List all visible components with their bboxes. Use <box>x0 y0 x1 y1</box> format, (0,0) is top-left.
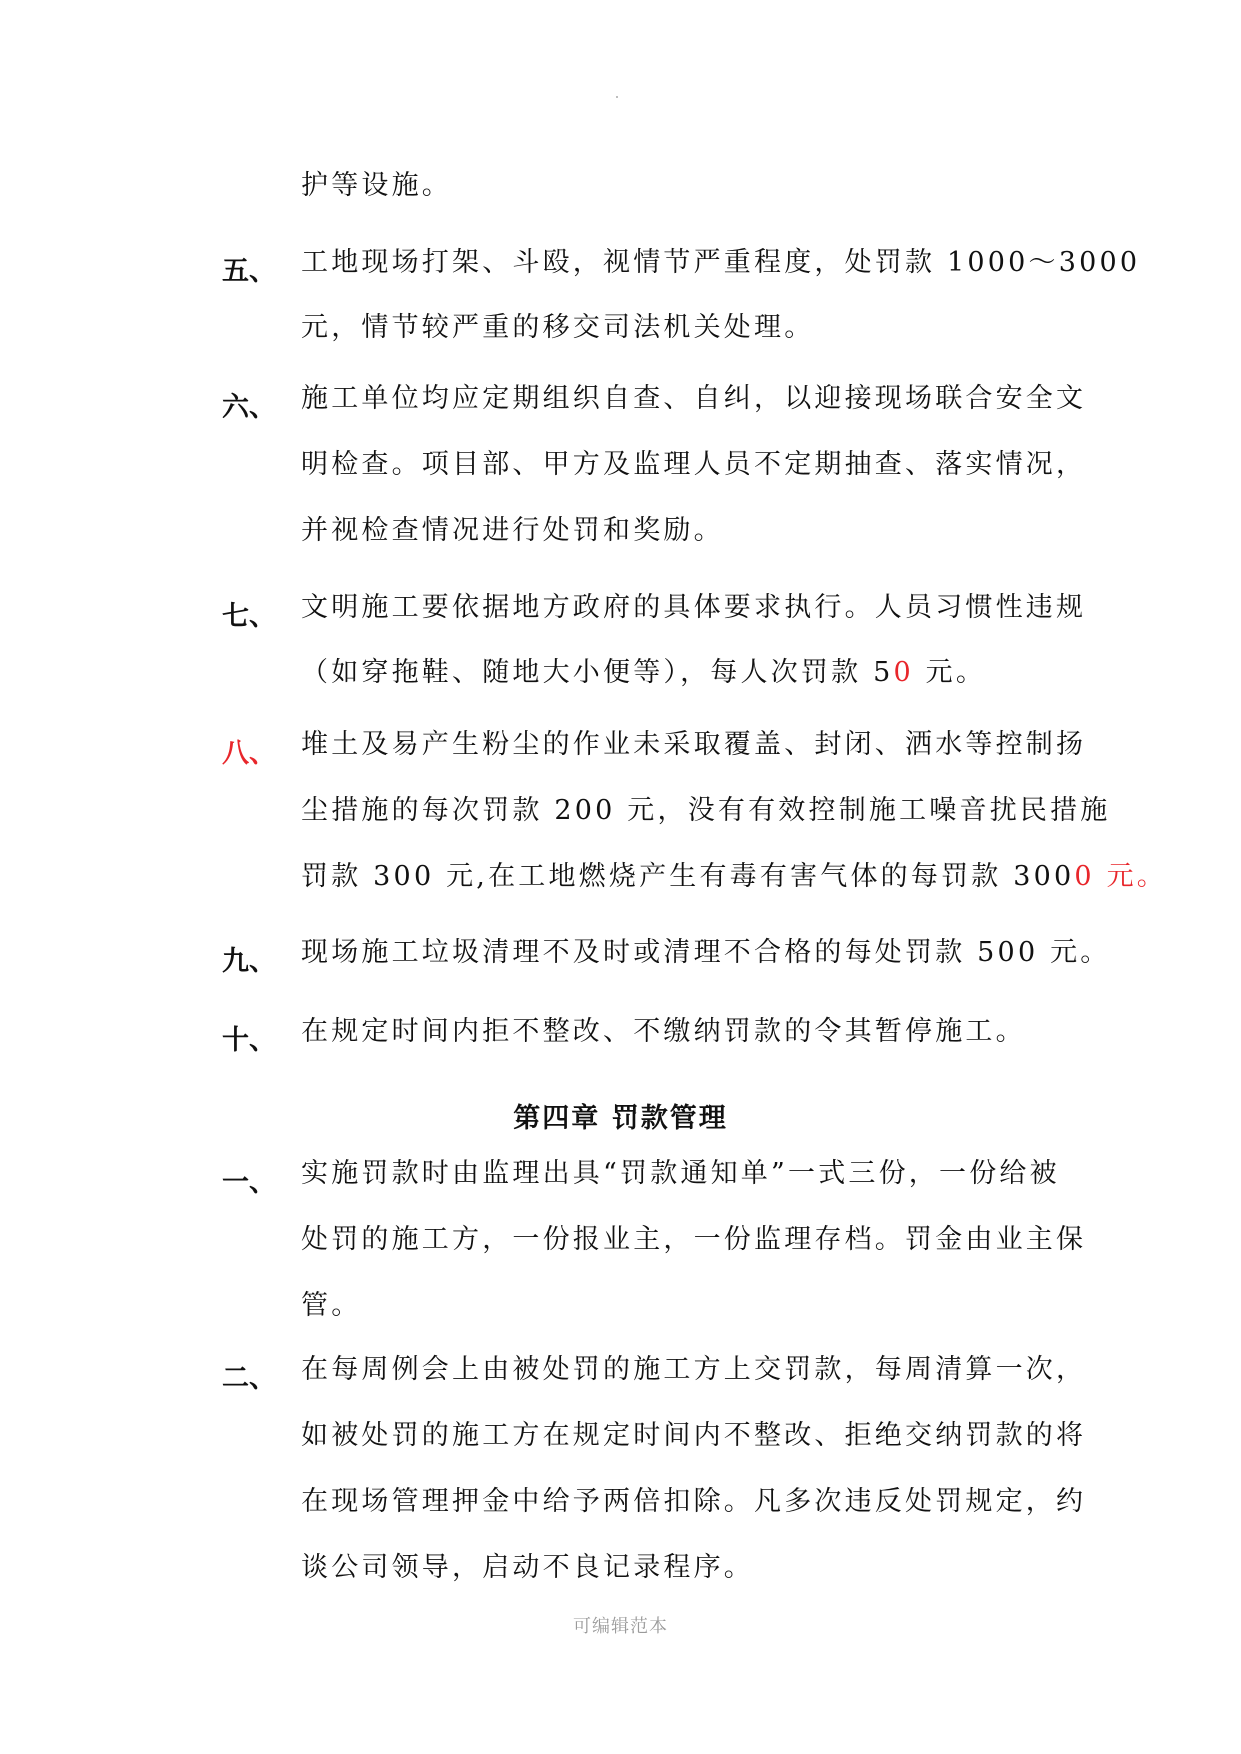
item-line: 谈公司领导，启动不良记录程序。 <box>301 1552 754 1583</box>
header-dot <box>616 96 618 98</box>
item-number: 五、 <box>222 256 276 287</box>
item-number: 九、 <box>222 946 276 977</box>
item-number: 八、 <box>222 738 276 769</box>
item-line: 处罚的施工方，一份报业主，一份监理存档。罚金由业主保 <box>301 1224 1087 1255</box>
item-line: 实施罚款时由监理出具“罚款通知单”一式三份，一份给被 <box>301 1158 1060 1189</box>
highlight-text: 0 元。 <box>1074 861 1167 892</box>
item-number: 十、 <box>222 1025 276 1056</box>
item-line-text: （如穿拖鞋、随地大小便等），每人次罚款 5 <box>301 657 894 688</box>
item-line: 现场施工垃圾清理不及时或清理不合格的每处罚款 500 元。 <box>301 937 1111 968</box>
item-line: 工地现场打架、斗殴，视情节严重程度，处罚款 1000～3000 <box>301 247 1141 278</box>
item-line: 管。 <box>301 1290 362 1321</box>
page-footer: 可编辑范本 <box>573 1616 668 1637</box>
item-number: 二、 <box>222 1363 276 1394</box>
item-line: 在每周例会上由被处罚的施工方上交罚款，每周清算一次， <box>301 1354 1087 1385</box>
item-line-text: 元。 <box>913 657 987 688</box>
item-line: 文明施工要依据地方政府的具体要求执行。人员习惯性违规 <box>301 592 1087 623</box>
item-line: 尘措施的每次罚款 200 元，没有有效控制施工噪音扰民措施 <box>301 795 1111 826</box>
item-line: 在规定时间内拒不整改、不缴纳罚款的令其暂停施工。 <box>301 1016 1026 1047</box>
item-number: 七、 <box>222 601 276 632</box>
continuation-line: 护等设施。 <box>301 170 452 201</box>
item-number: 六、 <box>222 392 276 423</box>
chapter-heading: 第四章 罚款管理 <box>513 1103 728 1134</box>
item-line: 堆土及易产生粉尘的作业未采取覆盖、封闭、洒水等控制扬 <box>301 729 1087 760</box>
highlight-text: 0 <box>893 657 914 688</box>
item-line: 如被处罚的施工方在规定时间内不整改、拒绝交纳罚款的将 <box>301 1420 1087 1451</box>
item-line <box>301 659 1061 686</box>
item-line: 并视检查情况进行处罚和奖励。 <box>301 515 724 546</box>
item-line: 元，情节较严重的移交司法机关处理。 <box>301 312 815 343</box>
item-line-text: 罚款 300 元,在工地燃烧产生有毒有害气体的每罚款 300 <box>301 861 1075 892</box>
item-line <box>301 861 1167 892</box>
item-line: 明检查。项目部、甲方及监理人员不定期抽查、落实情况， <box>301 449 1087 480</box>
item-number: 一、 <box>222 1167 276 1198</box>
item-line: 在现场管理押金中给予两倍扣除。凡多次违反处罚规定，约 <box>301 1486 1087 1517</box>
item-line: 施工单位均应定期组织自查、自纠，以迎接现场联合安全文 <box>301 383 1087 414</box>
